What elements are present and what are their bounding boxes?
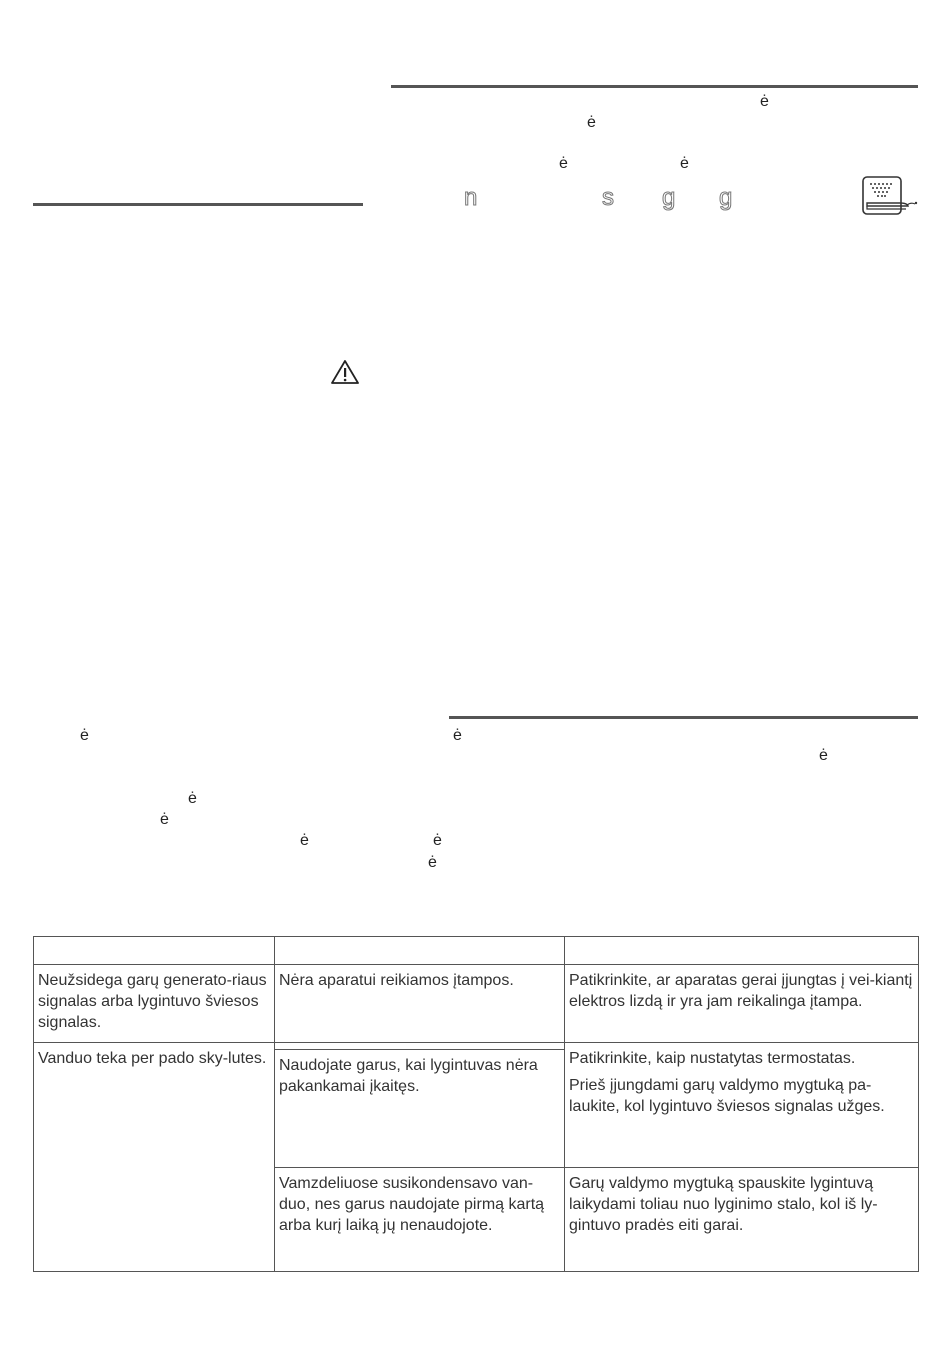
header-solution bbox=[565, 937, 919, 965]
glyph-e: ė bbox=[428, 854, 437, 871]
problem-cell bbox=[34, 965, 275, 1043]
glyph-e: ė bbox=[433, 832, 442, 849]
outlined-glyph-g: g bbox=[719, 184, 733, 211]
outlined-glyph-n: n bbox=[464, 184, 478, 211]
glyph-e: ė bbox=[559, 155, 568, 172]
outlined-glyph-g: g bbox=[662, 184, 676, 211]
troubleshooting-table bbox=[33, 936, 919, 1272]
glyph-e: ė bbox=[680, 155, 689, 172]
solution-text: Prieš įjungdami garų valdymo mygtuką pa-laukite, kol lygintuvo šviesos signalas užges. bbox=[569, 1077, 885, 1115]
solution-text: Patikrinkite, kaip nustatytas termostatas. bbox=[569, 1050, 856, 1067]
solution-text: Patikrinkite, ar aparatas gerai įjungtas į vei-kiantį elektros lizdą ir yra jam reikalinga įtampa. bbox=[569, 972, 913, 1010]
solution-cell bbox=[565, 965, 919, 1043]
table-header-row bbox=[34, 937, 919, 965]
table-row bbox=[34, 1043, 919, 1168]
solution-cell bbox=[565, 1168, 919, 1272]
glyph-e: ė bbox=[819, 747, 828, 764]
glyph-e: ė bbox=[188, 790, 197, 807]
glyph-e: ė bbox=[160, 811, 169, 828]
problem-cell bbox=[34, 1043, 275, 1272]
glyph-e: ė bbox=[453, 727, 462, 744]
section-rule-top-right bbox=[391, 85, 918, 88]
cause-text: Naudojate garus, kai lygintuvas nėra pakankamai įkaitęs. bbox=[279, 1057, 538, 1095]
warning-triangle-icon bbox=[330, 359, 360, 385]
cause-text: Nėra aparatui reikiamos įtampos. bbox=[279, 972, 514, 989]
glyph-e: ė bbox=[300, 832, 309, 849]
solution-text: Garų valdymo mygtuką spauskite lygintuvą laikydami toliau nuo lyginimo stalo, kol iš ly-gintuvo pradės eiti garai. bbox=[569, 1175, 878, 1234]
glyph-e: ė bbox=[587, 114, 596, 131]
cause-cell bbox=[275, 1168, 565, 1272]
problem-text: Neužsidega garų generato-riaus signalas arba lygintuvo šviesos signalas. bbox=[38, 972, 267, 1031]
problem-text: Vanduo teka per pado sky-lutes. bbox=[38, 1050, 267, 1067]
iron-steam-icon bbox=[860, 175, 918, 217]
section-rule-middle-right bbox=[449, 716, 918, 719]
section-rule-left bbox=[33, 203, 363, 206]
outlined-glyph-s: s bbox=[602, 184, 614, 211]
cause-text: Vamzdeliuose susikondensavo van-duo, nes garus naudojate pirmą kartą arba kurį laiką jų nenaudojote. bbox=[279, 1175, 545, 1234]
glyph-e: ė bbox=[80, 727, 89, 744]
cause-cell bbox=[275, 965, 565, 1043]
header-problem bbox=[34, 937, 275, 965]
solution-cell bbox=[565, 1043, 919, 1168]
table-row bbox=[34, 965, 919, 1043]
glyph-e: ė bbox=[760, 93, 769, 110]
cause-cell bbox=[275, 1043, 565, 1168]
header-cause bbox=[275, 937, 565, 965]
